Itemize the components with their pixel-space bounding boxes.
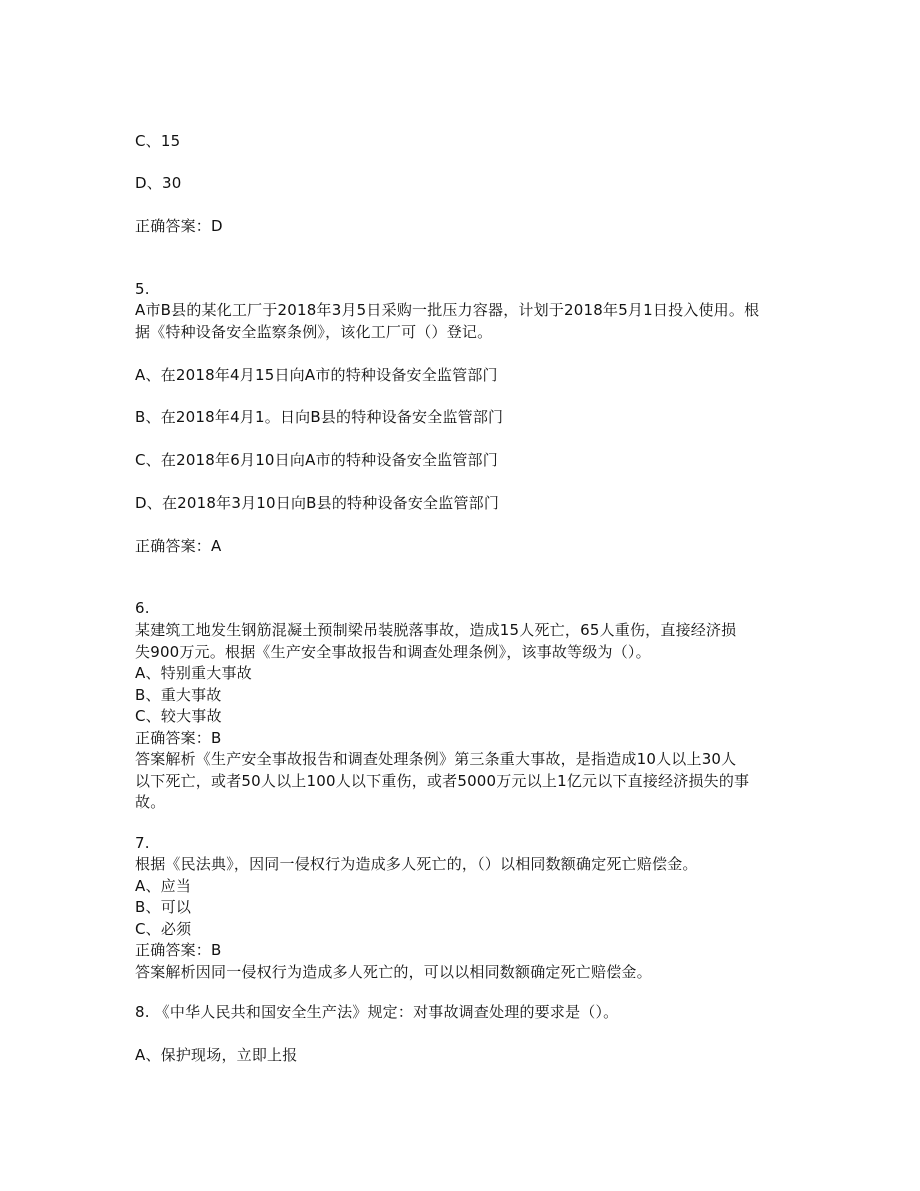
q5-option-c: C、在2018年6月10日向A市的特种设备安全监管部门 [135,451,498,469]
q6-analysis-line-2: 以下死亡，或者50人以上100人以下重伤，或者5000万元以上1亿元以下直接经济损失的事 [135,772,750,790]
q7-number: 7. [135,834,150,852]
q6-number: 6. [135,599,150,617]
q4-option-d: D、30 [135,174,182,192]
q6-analysis-line-1: 答案解析《生产安全事故报告和调查处理条例》第三条重大事故，是指造成10人以上30人 [135,750,737,768]
q6-stem-line-1: 某建筑工地发生钢筋混凝土预制梁吊装脱落事故，造成15人死亡，65人重伤，直接经济损 [135,621,737,639]
q7-answer: 正确答案：B [135,941,222,959]
q5-number: 5. [135,280,150,298]
q7-analysis-line-1: 答案解析因同一侵权行为造成多人死亡的，可以以相同数额确定死亡赔偿金。 [135,963,652,981]
q6-analysis-line-3: 故。 [135,793,166,811]
q6-option-a: A、特别重大事故 [135,664,252,682]
q7-option-a: A、应当 [135,877,192,895]
q7-stem-line-1: 根据《民法典》，因同一侵权行为造成多人死亡的，（）以相同数额确定死亡赔偿金。 [135,855,698,873]
q6-stem-line-2: 失900万元。根据《生产安全事故报告和调查处理条例》，该事故等级为（）。 [135,643,651,661]
q6-option-b: B、重大事故 [135,686,222,704]
q8-stem-line-1: 8. 《中华人民共和国安全生产法》规定：对事故调查处理的要求是（）。 [135,1003,619,1021]
q5-stem-line-1: A市B县的某化工厂于2018年3月5日采购一批压力容器，计划于2018年5月1日投入使用。根 [135,301,760,319]
q8-option-a: A、保护现场，立即上报 [135,1046,298,1064]
q5-option-d: D、在2018年3月10日向B县的特种设备安全监管部门 [135,494,500,512]
q4-option-c: C、15 [135,132,181,150]
q7-option-c: C、必须 [135,920,192,938]
q7-option-b: B、可以 [135,898,192,916]
q6-option-c: C、较大事故 [135,707,222,725]
q5-answer: 正确答案：A [135,537,222,555]
q4-answer: 正确答案：D [135,217,223,235]
q6-answer: 正确答案：B [135,729,222,747]
q5-option-b: B、在2018年4月1。日向B县的特种设备安全监管部门 [135,408,504,426]
q5-stem-line-2: 据《特种设备安全监察条例》，该化工厂可（）登记。 [135,323,493,341]
q5-option-a: A、在2018年4月15日向A市的特种设备安全监管部门 [135,366,498,384]
